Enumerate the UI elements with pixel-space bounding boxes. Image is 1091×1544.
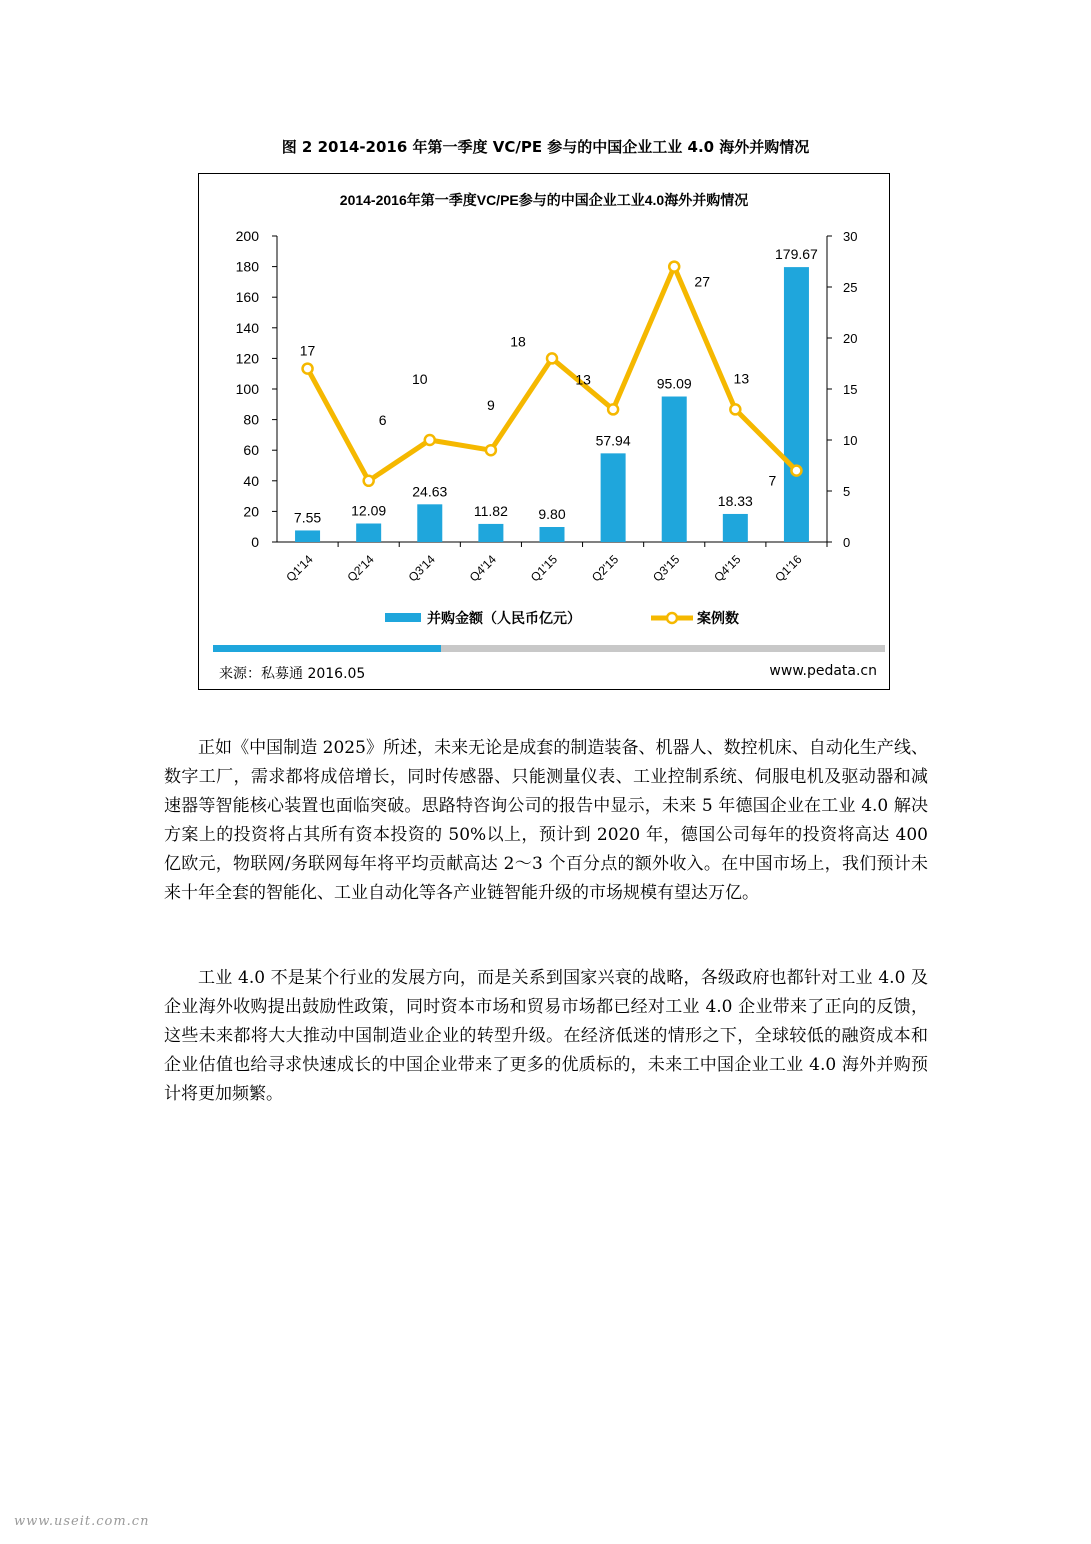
legend-line-label: 案例数 bbox=[697, 610, 739, 626]
y-left-tick-label: 0 bbox=[251, 534, 259, 550]
bar bbox=[540, 527, 565, 542]
y-left-tick-label: 200 bbox=[235, 228, 259, 244]
line-point-label: 6 bbox=[378, 411, 387, 428]
chart-progress-track bbox=[213, 645, 885, 652]
y-left-tick-label: 40 bbox=[243, 472, 259, 489]
line-point-label: 9 bbox=[486, 397, 495, 414]
x-tick-label: Q4'14 bbox=[466, 552, 500, 585]
legend-bar-label: 并购金额（人民币亿元） bbox=[427, 610, 581, 626]
line-point-label: 18 bbox=[510, 333, 526, 350]
x-tick-label: Q4'15 bbox=[711, 552, 744, 585]
bar bbox=[356, 524, 381, 542]
y-right-tick-label: 0 bbox=[843, 535, 851, 550]
chart-frame bbox=[198, 173, 890, 690]
bar-value-label: 7.55 bbox=[293, 509, 322, 526]
y-left-tick-label: 100 bbox=[235, 381, 259, 397]
bar bbox=[417, 504, 442, 542]
y-right-tick-label: 5 bbox=[843, 484, 851, 499]
y-left-tick-label: 80 bbox=[243, 411, 259, 428]
bar-value-label: 95.09 bbox=[656, 375, 692, 392]
y-left-tick-label: 160 bbox=[235, 289, 259, 306]
paragraph-2: 工业 4.0 不是某个行业的发展方向，而是关系到国家兴衰的战略，各级政府也都针对工业 4.0 及企业海外收购提出鼓励性政策，同时资本市场和贸易市场都已经对工业 4.0 企业带来了正向的反馈，这些未来都将大大推动中国制造业企业的转型升级。在经济低迷的情形之下，全球较低的融资成本和企业估值也给寻求快速成长的中国企业带来了更多的优质标的，未来工中国企业工业 4.0 海外并购预计将更加频繁。 bbox=[164, 968, 928, 1104]
y-left-tick-label: 180 bbox=[235, 258, 259, 275]
watermark: www.useit.com.cn bbox=[14, 1514, 150, 1529]
bar-value-label: 12.09 bbox=[351, 502, 387, 519]
x-tick-label: Q2'15 bbox=[588, 552, 622, 585]
line-point bbox=[425, 435, 435, 445]
line-point bbox=[791, 466, 801, 476]
bar-value-label: 24.63 bbox=[412, 483, 448, 500]
x-tick-label: Q1'14 bbox=[283, 552, 316, 585]
legend-bar-swatch bbox=[385, 613, 421, 622]
bar bbox=[723, 514, 748, 542]
line-series-path bbox=[308, 267, 797, 481]
chart-svg bbox=[199, 174, 889, 644]
bar-value-label: 9.80 bbox=[538, 506, 566, 523]
y-left-tick-label: 60 bbox=[243, 442, 259, 459]
bar bbox=[295, 530, 320, 542]
y-left-tick-label: 20 bbox=[243, 503, 259, 520]
line-point-label: 17 bbox=[299, 342, 316, 359]
line-point bbox=[547, 353, 557, 363]
y-right-tick-label: 30 bbox=[843, 229, 858, 244]
line-point bbox=[669, 262, 679, 272]
bar bbox=[478, 524, 503, 542]
x-tick-label: Q2'14 bbox=[344, 552, 377, 585]
source-note: 来源：私募通 2016.05 bbox=[219, 666, 366, 682]
y-right-tick-label: 25 bbox=[843, 280, 858, 295]
bar bbox=[662, 397, 687, 542]
line-point bbox=[608, 404, 618, 414]
line-point bbox=[486, 445, 496, 455]
figure-caption: 图 2 2014-2016 年第一季度 VC/PE 参与的中国企业工业 4.0 海外并购情况 bbox=[281, 138, 810, 156]
x-tick-label: Q1'15 bbox=[527, 552, 561, 585]
line-point bbox=[364, 476, 374, 486]
line-point-label: 10 bbox=[411, 371, 428, 387]
x-tick-label: Q1'16 bbox=[772, 552, 805, 585]
bar-value-label: 11.82 bbox=[473, 502, 508, 519]
line-point bbox=[730, 404, 740, 414]
x-tick-label: Q3'15 bbox=[650, 552, 683, 585]
bar-value-label: 179.67 bbox=[775, 246, 818, 263]
line-point-label: 7 bbox=[768, 472, 777, 489]
y-right-tick-label: 20 bbox=[843, 331, 858, 346]
chart-title: 2014-2016年第一季度VC/PE参与的中国企业工业4.0海外并购情况 bbox=[339, 192, 749, 208]
y-left-tick-label: 120 bbox=[235, 350, 259, 367]
legend-line-marker bbox=[667, 613, 677, 623]
x-tick-label: Q3'14 bbox=[405, 552, 438, 585]
source-url: www.pedata.cn bbox=[769, 663, 877, 679]
bar-value-label: 57.94 bbox=[595, 432, 631, 449]
bar bbox=[601, 453, 626, 542]
y-right-tick-label: 10 bbox=[843, 433, 858, 448]
line-point-label: 13 bbox=[733, 370, 750, 387]
chart-progress-fill bbox=[213, 645, 441, 652]
bar bbox=[784, 267, 809, 542]
bar-value-label: 18.33 bbox=[717, 492, 753, 509]
y-left-tick-label: 140 bbox=[235, 319, 259, 336]
line-point bbox=[303, 364, 313, 374]
line-point-label: 13 bbox=[575, 371, 591, 388]
line-point-label: 27 bbox=[694, 273, 711, 290]
paragraph-1: 正如《中国制造 2025》所述，未来无论是成套的制造装备、机器人、数控机床、自动化生产线、数字工厂，需求都将成倍增长，同时传感器、只能测量仪表、工业控制系统、伺服电机及驱动器和减速器等智能核心装置也面临突破。思路特咨询公司的报告中显示，未来 5 年德国企业在工业 4.0 解决方案上的投资将占其所有资本投资的 50%以上，预计到 2020 年，德国公司每年的投资将高达 400 亿欧元，物联网/务联网每年将平均贡献高达 2～3 个百分点的额外收入。在中国市场上，我们预计未来十年全套的智能化、工业自动化等各产业链智能升级的市场规模有望达万亿。 bbox=[164, 738, 928, 903]
y-right-tick-label: 15 bbox=[843, 382, 858, 397]
